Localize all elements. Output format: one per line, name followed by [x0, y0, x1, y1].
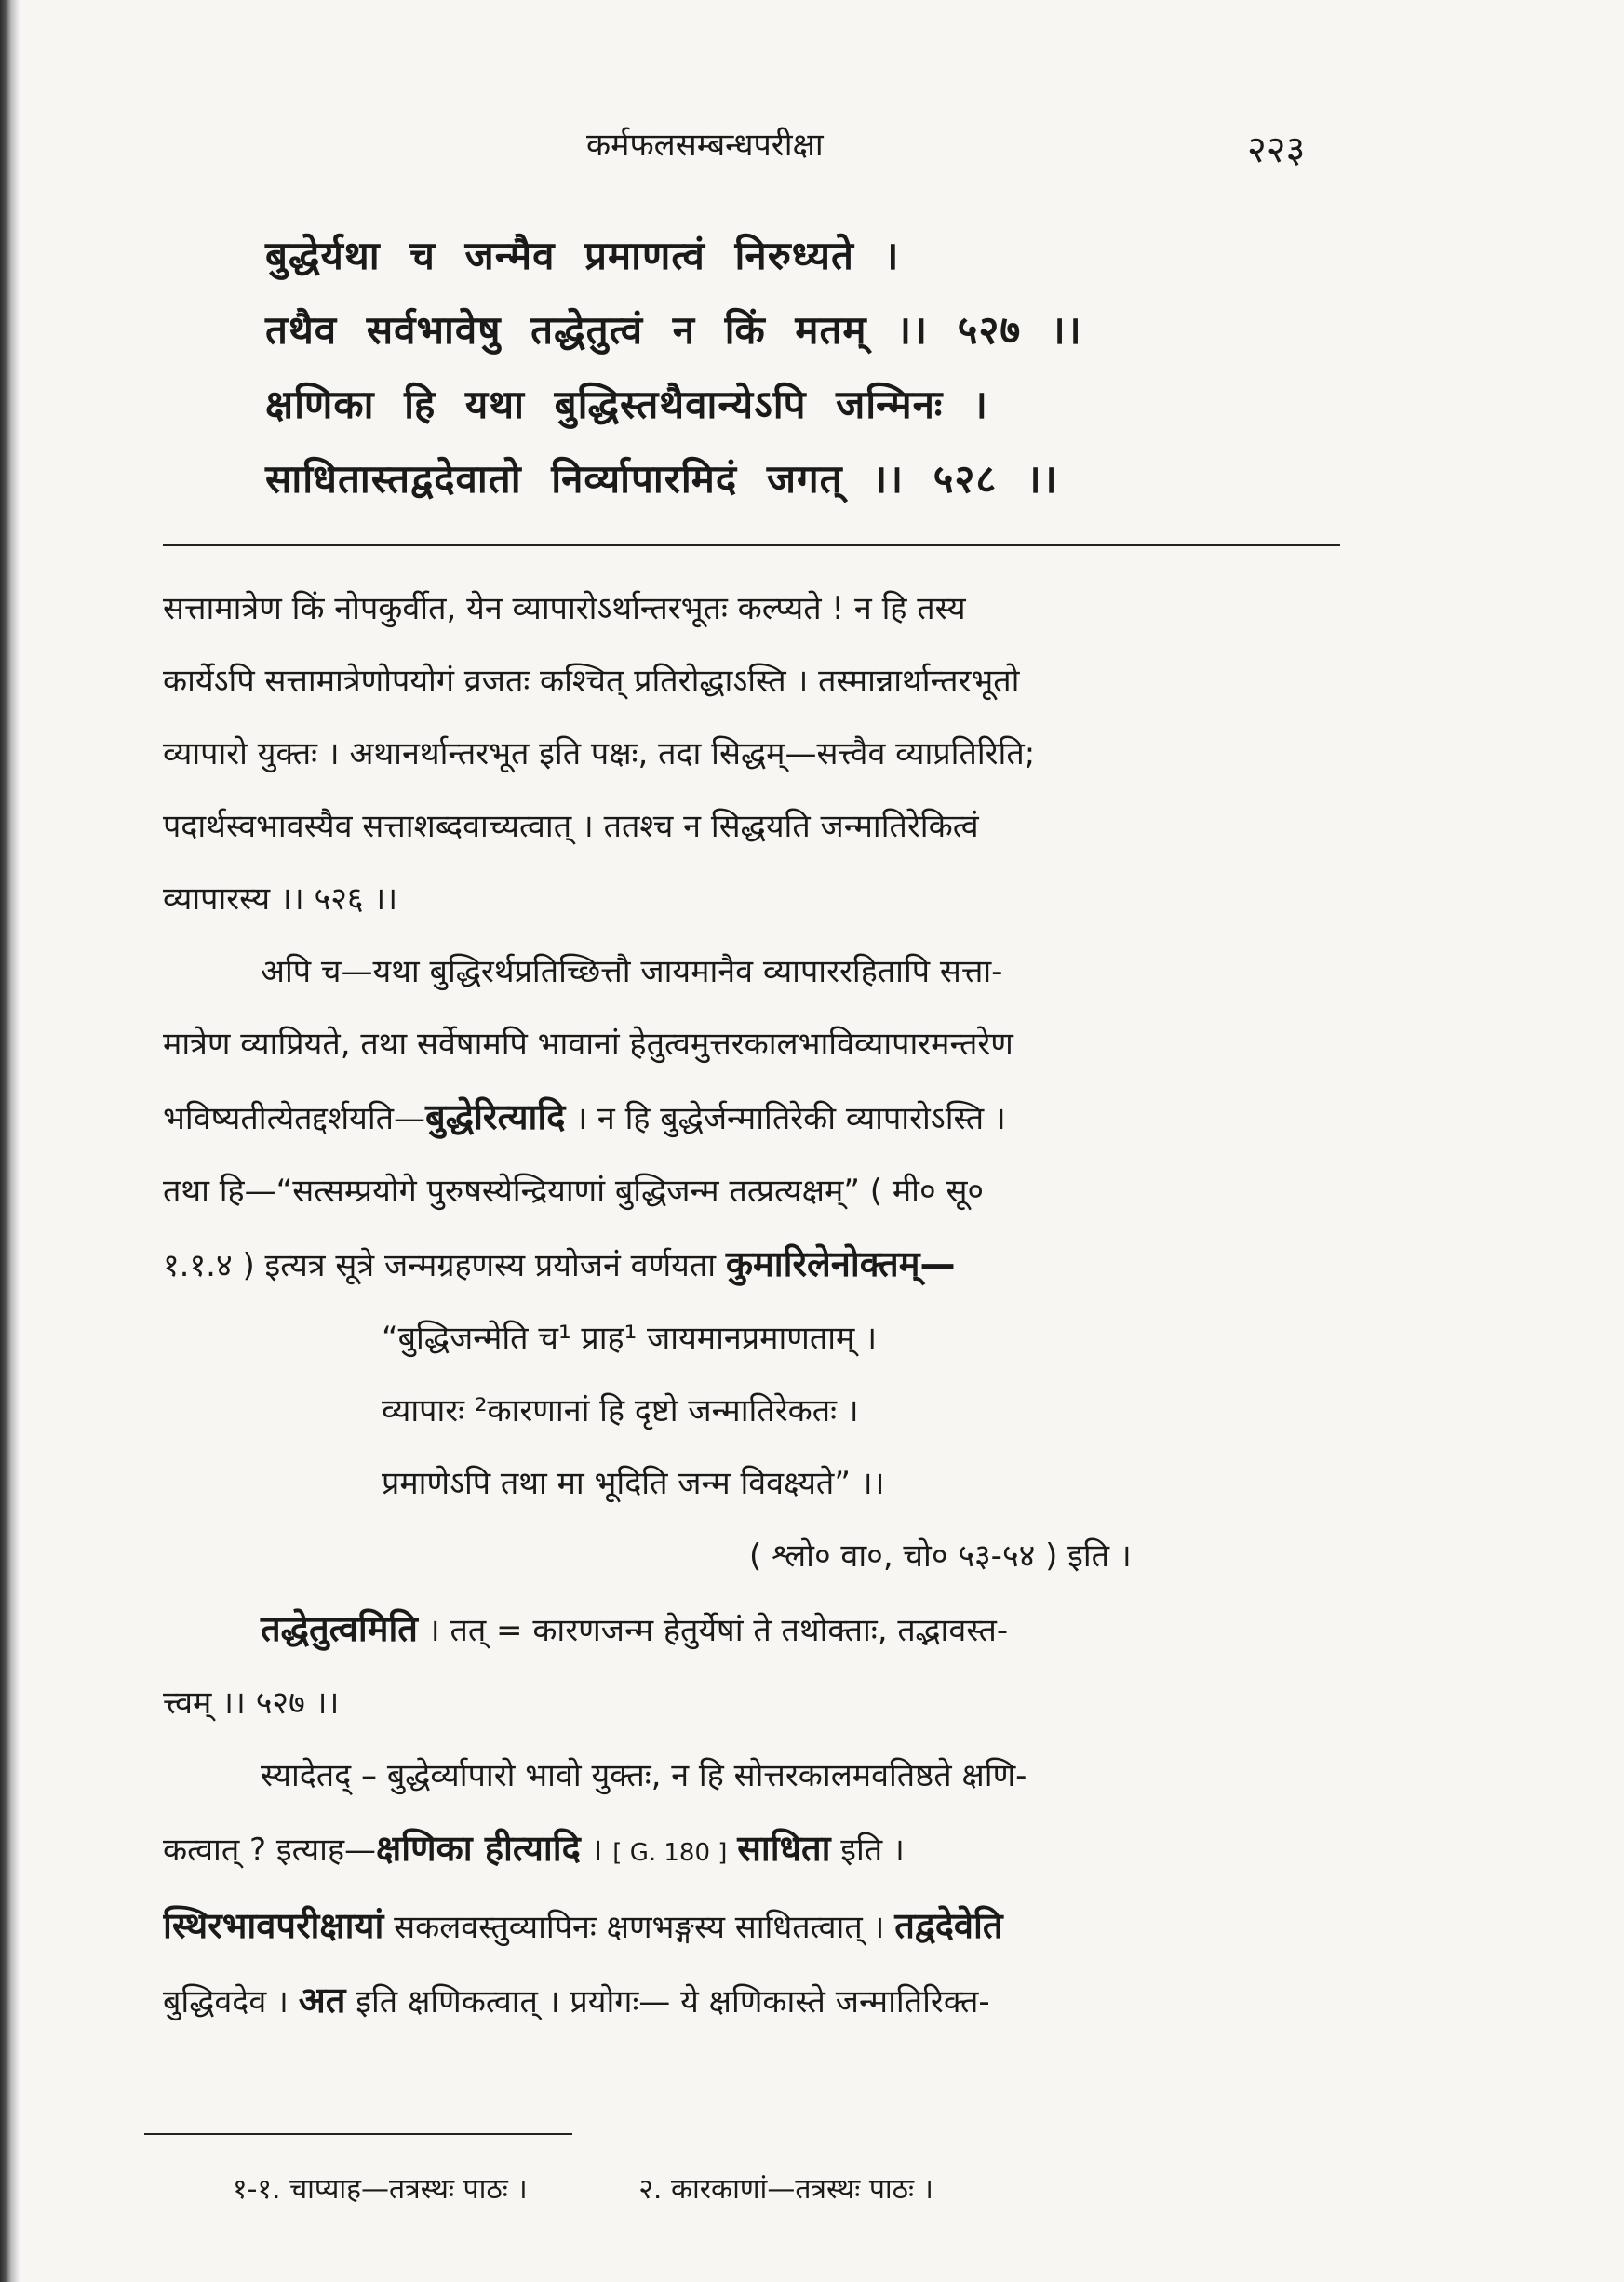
commentary-text: सकलवस्तुव्यापिनः क्षणभङ्गस्य साधितत्वात् ।	[383, 1909, 895, 1946]
commentary-text: । तत् = कारणजन्म हेतुर्येषां ते तथोक्ताः, तद्भावस्त-	[417, 1612, 1009, 1649]
commentary-line: पदार्थस्वभावस्यैव सत्ताशब्दवाच्यत्वात् । ततश्च न सिद्धयति जन्मातिरेकित्वं	[163, 808, 979, 845]
quote-citation: ( श्लो० वा०, चो० ५३-५४ ) इति ।	[749, 1537, 1132, 1575]
commentary-line: तथा हि—“सत्सम्प्रयोगे पुरुषस्येन्द्रियाणां बुद्धिजन्म तत्प्रत्यक्षम्” ( मी० सू०	[163, 1173, 985, 1210]
commentary-line	[163, 1964, 1326, 2038]
footnote-divider	[144, 2133, 572, 2135]
quoted-verse-line: प्रमाणेऽपि तथा मा भूदिति जन्म विवक्ष्यते” ।।	[382, 1465, 885, 1502]
pratika-term: तद्धेतुत्वमिति	[261, 1608, 418, 1649]
commentary-line	[163, 1081, 1326, 1155]
footnote: १-१. चाप्याह—तत्रस्थः पाठः ।	[233, 2173, 528, 2206]
commentary-line: स्यादेतद् – बुद्धेर्व्यापारो भावो युक्तः, न हि सोत्तरकालमवतिष्ठते क्षणि-	[261, 1757, 1027, 1794]
karika-verses	[265, 219, 1326, 517]
commentary-text: ।	[580, 1832, 613, 1869]
commentary-line	[163, 1228, 1326, 1302]
commentary-line	[163, 1592, 1326, 1667]
spacer-text	[727, 1832, 737, 1869]
pratika-term: बुद्धेरित्यादि	[425, 1096, 566, 1137]
running-title: कर्मफलसम्बन्धपरीक्षा	[586, 127, 824, 164]
commentary-text: भविष्यतीत्येतद्दर्शयति—	[163, 1100, 426, 1137]
pratika-term: क्षणिका हीत्यादि	[376, 1828, 581, 1869]
pratika-term: तद्वदेवेति	[894, 1905, 1003, 1946]
running-header	[163, 116, 1326, 172]
quoted-verse-line: “बुद्धिजन्मेति च¹ प्राह¹ जायमानप्रमाणताम् ।	[382, 1320, 878, 1357]
commentary-line	[163, 1889, 1326, 1964]
pratika-term: स्थिरभावपरीक्षायां	[163, 1905, 384, 1946]
verse-line: तथैव सर्वभावेषु तद्धेतुत्वं न किं मतम् ।। ५२७ ।।	[265, 307, 1082, 353]
commentary-line: व्यापारस्य ।। ५२६ ।।	[163, 880, 398, 918]
commentary-line: व्यापारो युक्तः । अथानर्थान्तरभूत इति पक्षः, तदा सिद्धम्—सत्त्वैव व्याप्रतिरिति;	[163, 735, 1036, 772]
commentary-text: इति ।	[830, 1832, 905, 1869]
commentary-line: अपि च—यथा बुद्धिरर्थप्रतिच्छित्तौ जायमानैव व्यापाररहितापि सत्ता-	[261, 953, 1003, 990]
commentary-line: सत्तामात्रेण किं नोपकुर्वीत, येन व्यापारोऽर्थान्तरभूतः कल्प्यते ! न हि तस्य	[163, 590, 966, 627]
commentary	[163, 572, 1326, 2038]
commentary-line	[163, 1812, 1326, 1889]
commentary-line: कार्येऽपि सत्तामात्रेणोपयोगं व्रजतः कश्चित् प्रतिरोद्धाऽस्ति । तस्मान्नार्थान्तरभूतो	[163, 663, 1020, 700]
commentary-text: बुद्धिवदेव ।	[163, 1983, 299, 2020]
commentary-line: मात्रेण व्याप्रियते, तथा सर्वेषामपि भावानां हेतुत्वमुत्तरकालभाविव्यापारमन्तरेण	[163, 1026, 1013, 1063]
edition-page-ref: [ G. 180 ]	[612, 1839, 728, 1867]
verse-divider	[163, 544, 1340, 546]
footnote: २. कारकाणां—तत्रस्थः पाठः ।	[638, 2173, 934, 2206]
verse-line: क्षणिका हि यथा बुद्धिस्तथैवान्येऽपि जन्मिनः ।	[265, 382, 988, 427]
quoted-verse-line: व्यापारः ²कारणानां हि दृष्टो जन्मातिरेकतः ।	[382, 1392, 859, 1430]
book-page	[163, 116, 1326, 2038]
book-binding-edge	[0, 0, 20, 2282]
commentary-text: इति क्षणिकत्वात् । प्रयोगः— ये क्षणिकास्ते जन्मातिरिक्त-	[345, 1983, 990, 2020]
author-name: कुमारिलेनोक्तम्—	[725, 1243, 956, 1284]
verse-line: साधितास्तद्वदेवातो निर्व्यापारमिदं जगत् ।। ५२८ ।।	[265, 456, 1058, 502]
commentary-line: त्त्वम् ।। ५२७ ।।	[163, 1685, 340, 1722]
commentary-text: कत्वात् ? इत्याह—	[163, 1832, 377, 1869]
pratika-term: अत	[298, 1980, 346, 2020]
commentary-text: १.१.४ ) इत्यत्र सूत्रे जन्मग्रहणस्य प्रयोजनं वर्णयता	[163, 1247, 726, 1284]
commentary-text: । न हि बुद्धेर्जन्मातिरेकी व्यापारोऽस्ति ।	[565, 1100, 1006, 1137]
footnotes	[233, 2168, 1036, 2207]
page-number: २२३	[1247, 128, 1306, 171]
pratika-term: साधिता	[737, 1828, 831, 1869]
verse-line: बुद्धेर्यथा च जन्मैव प्रमाणत्वं निरुध्यते ।	[265, 233, 900, 278]
